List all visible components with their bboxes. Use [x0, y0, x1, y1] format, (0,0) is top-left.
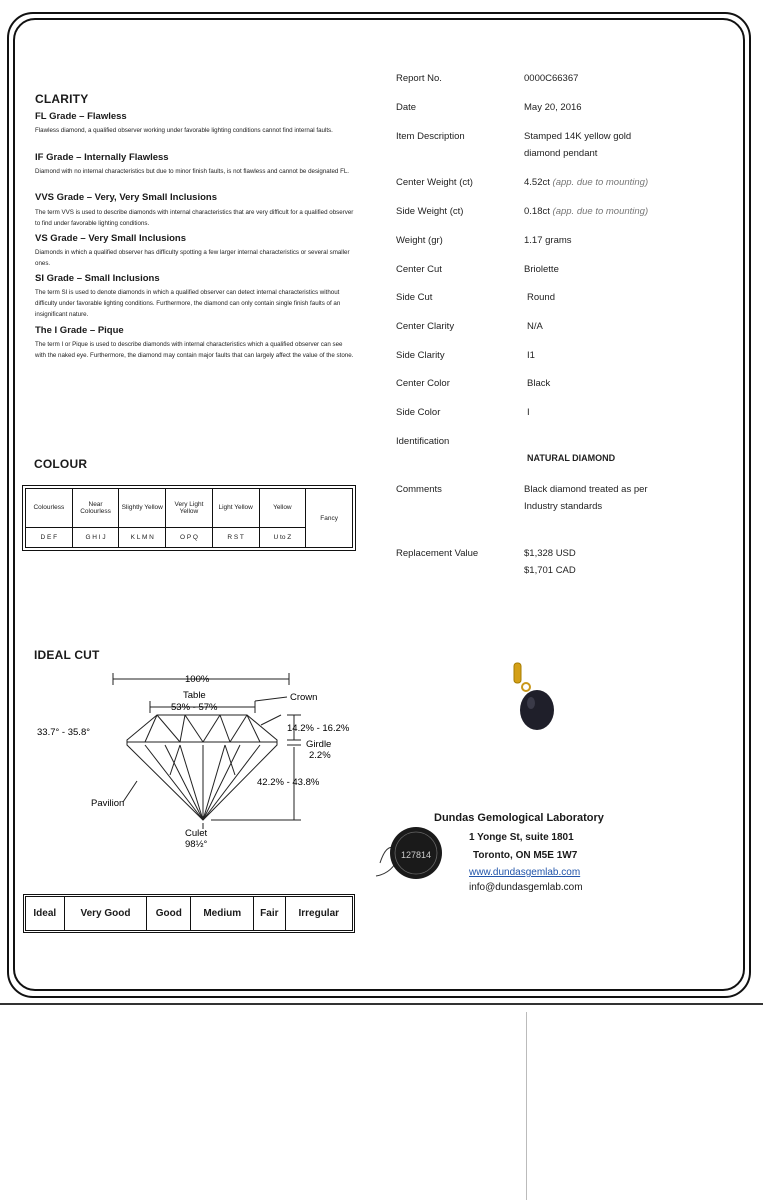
clarity-grade-text: The term SI is used to denote diamonds in which a qualified observer can detect internal characteristics without difficulty under favorable lighting conditions. Furthermore, the diamond can only contain single finish faults of an insignificant nature. [35, 289, 341, 318]
report-label: Side Cut [396, 292, 433, 303]
report-value: $1,328 USD [524, 548, 576, 559]
report-value: May 20, 2016 [524, 102, 582, 113]
diagram-table-pct: 53% - 57% [171, 702, 218, 713]
report-label: Center Cut [396, 264, 442, 275]
report-value: NATURAL DIAMOND [527, 453, 616, 463]
report-value: I1 [527, 350, 535, 361]
cut-grade-table [25, 896, 353, 931]
pendant-photo [500, 655, 570, 737]
clarity-grade-text: Diamonds in which a qualified observer has difficulty spotting a few larger internal characteristics or several smaller ones. [35, 249, 350, 267]
lab-website-link[interactable]: www.dundasgemlab.com [469, 867, 581, 878]
report-value: Round [527, 292, 555, 303]
page-divider [0, 1003, 763, 1005]
colour-name-cell: Slightly Yellow [119, 489, 166, 528]
report-value [524, 206, 648, 217]
center-weight-note: (app. due to mounting) [552, 177, 649, 188]
center-weight-value: 4.52ct [524, 177, 550, 188]
clarity-grade-title: VS Grade – Very Small Inclusions [35, 233, 187, 244]
report-value: Stamped 14K yellow gold [524, 131, 632, 142]
report-value [524, 177, 648, 188]
report-label: Center Weight (ct) [396, 177, 473, 188]
side-weight-note: (app. due to mounting) [552, 206, 649, 217]
colour-name-cell: Very Light Yellow [166, 489, 213, 528]
lab-seal [370, 818, 450, 888]
diagram-crown-angle: 33.7° - 35.8° [37, 727, 91, 738]
diamond-proportions-diagram [25, 665, 365, 855]
colour-name-cell: Near Colourless [72, 489, 119, 528]
report-value-line2: diamond pendant [524, 148, 598, 159]
report-value-line2: $1,701 CAD [524, 565, 576, 576]
report-label: Replacement Value [396, 548, 479, 559]
report-value: Black diamond treated as per [524, 484, 648, 495]
clarity-grade-title: The I Grade – Pique [35, 325, 124, 336]
cut-grade-cell: Good [147, 897, 191, 931]
colour-name-cell: Colourless [26, 489, 73, 528]
colour-grade-cell: O P Q [166, 527, 213, 547]
diagram-girdle-label: Girdle [306, 739, 332, 750]
diagram-pavilion-depth: 42.2% - 43.8% [257, 777, 320, 788]
report-label: Center Color [396, 378, 450, 389]
report-value: 0000C66367 [524, 73, 579, 84]
report-label: Item Description [396, 131, 465, 142]
cut-grade-cell: Irregular [285, 897, 352, 931]
colour-heading: COLOUR [34, 457, 88, 471]
lab-name: Dundas Gemological Laboratory [434, 812, 604, 824]
report-label: Date [396, 102, 417, 113]
report-label: Weight (gr) [396, 235, 443, 246]
diagram-crown-height: 14.2% - 16.2% [287, 723, 350, 734]
clarity-grade-text: Flawless diamond, a qualified observer working under favorable lighting conditions cannot find internal faults. [35, 127, 333, 134]
colour-grade-cell: R S T [212, 527, 259, 547]
cut-grade-cell: Ideal [26, 897, 65, 931]
diagram-pavilion-label: Pavilion [91, 798, 125, 809]
report-label: Center Clarity [396, 321, 455, 332]
report-label: Comments [396, 484, 442, 495]
page-vertical-divider [526, 1012, 527, 1200]
report-value: I [527, 407, 530, 418]
report-value: 1.17 grams [524, 235, 572, 246]
colour-grade-cell: D E F [26, 527, 73, 547]
report-value-line2: Industry standards [524, 501, 603, 512]
seal-number: 127814 [401, 850, 432, 860]
diagram-crown-label: Crown [290, 692, 318, 703]
clarity-grade-title: FL Grade – Flawless [35, 111, 127, 122]
ideal-cut-heading: IDEAL CUT [34, 648, 100, 662]
clarity-grade-title: SI Grade – Small Inclusions [35, 273, 160, 284]
report-label: Report No. [396, 73, 442, 84]
colour-name-cell: Yellow [259, 489, 306, 528]
report-label: Side Clarity [396, 350, 445, 361]
colour-name-cell: Fancy [306, 489, 353, 548]
clarity-grade-text: Diamond with no internal characteristics but due to minor finish faults, is not flawless and cannot be designated FL. [35, 168, 350, 175]
cut-grade-cell: Very Good [64, 897, 147, 931]
colour-name-cell: Light Yellow [212, 489, 259, 528]
diagram-width-pct: 100% [185, 674, 210, 685]
cut-grade-cell: Fair [254, 897, 285, 931]
lab-address-line1: 1 Yonge St, suite 1801 [469, 832, 574, 843]
diagram-culet-label: Culet [185, 828, 208, 839]
clarity-grade-title: VVS Grade – Very, Very Small Inclusions [35, 192, 217, 203]
clarity-heading: CLARITY [35, 92, 89, 106]
report-value: Briolette [524, 264, 559, 275]
report-value: Black [527, 378, 551, 389]
clarity-grade-text: The term I or Pique is used to describe diamonds with internal characteristics which a qualified observer can see with the naked eye. Furthermore, the diamond may contain major faults that can largely affect the value of the stone. [35, 341, 354, 359]
colour-grade-cell: U to Z [259, 527, 306, 547]
colour-grade-cell: G H I J [72, 527, 119, 547]
report-label: Identification [396, 436, 450, 447]
report-value: N/A [527, 321, 543, 332]
colour-scale-table [25, 488, 353, 548]
colour-grade-cell: K L M N [119, 527, 166, 547]
diagram-culet-value: 98½° [185, 839, 208, 850]
lab-email: info@dundasgemlab.com [469, 882, 583, 893]
cut-grade-cell: Medium [191, 897, 254, 931]
lab-address-line2: Toronto, ON M5E 1W7 [473, 850, 578, 861]
side-weight-value: 0.18ct [524, 206, 550, 217]
clarity-grade-text: The term VVS is used to describe diamonds with internal characteristics that are very difficult for a qualified observer to find under favorable lighting conditions. [35, 209, 354, 227]
report-label: Side Weight (ct) [396, 206, 464, 217]
report-label: Side Color [396, 407, 441, 418]
diagram-girdle-pct: 2.2% [309, 750, 331, 761]
diagram-table-label: Table [183, 690, 206, 701]
clarity-grade-title: IF Grade – Internally Flawless [35, 152, 169, 163]
